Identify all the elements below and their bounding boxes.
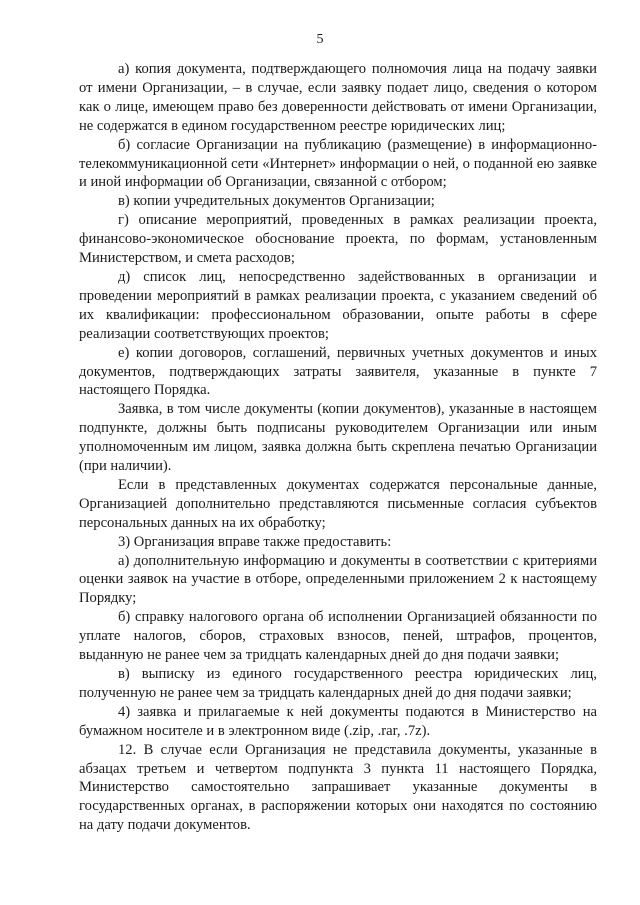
paragraph-d-persons-list: д) список лиц, непосредственно задействованных в организации и проведении мероприятий в рамках реализации проекта, с указанием сведений об их квалификации: профессиональном образовании, опыте работы в сфере реализации соответствующих проектов; [79, 268, 597, 342]
paragraph-a-authority-copy: а) копия документа, подтверждающего полномочия лица на подачу заявки от имени Организации, – в случае, если заявку подает лицо, сведения о котором как о лице, имеющем право без доверенности действовать от имени Организации, не содержатся в едином государственном реестре юридических лиц; [79, 61, 597, 134]
page-number: 5 [316, 32, 324, 47]
document-body [79, 60, 597, 835]
paragraph-4-submission-format: 4) заявка и прилагаемые к ней документы подаются в Министерство на бумажном носителе и в электронном виде (.zip, .rar, .7z). [79, 703, 597, 739]
paragraph-application-signature: Заявка, в том числе документы (копии документов), указанные в настоящем подпункте, должны быть подписаны руководителем Организации или иным уполномоченным им лицом, заявка должна быть скреплена печатью Организации (при наличии). [79, 401, 597, 475]
paragraph-personal-data: Если в представленных документах содержатся персональные данные, Организацией дополнительно представляются письменные согласия субъектов персональных данных на их обработку; [79, 476, 597, 531]
paragraph-3a-additional-info: а) дополнительную информацию и документы в соответствии с критериями оценки заявок на участие в отборе, определенными приложением 2 к настоящему Порядку; [79, 552, 597, 607]
paragraph-b-publication-consent: б) согласие Организации на публикацию (размещение) в информационно-телекоммуникационной сети «Интернет» информации о ней, о поданной ею заявке и иной информации об Организации, связанной с отбором; [79, 136, 597, 191]
paragraph-e-contracts-copies: е) копии договоров, соглашений, первичных учетных документов и иных документов, подтверждающих затраты заявителя, указанные в пункте 7 настоящего Порядка. [79, 344, 597, 399]
paragraph-g-event-description: г) описание мероприятий, проведенных в рамках реализации проекта, финансово-экономическое обоснование проекта, по формам, установленным Министерством, и смета расходов; [79, 212, 597, 267]
paragraph-3-optional-documents: 3) Организация вправе также предоставить: [118, 533, 392, 550]
paragraph-v-founding-documents: в) копии учредительных документов Организации; [118, 193, 435, 210]
paragraph-3b-tax-certificate: б) справку налогового органа об исполнении Организацией обязанности по уплате налогов, сборов, страховых взносов, пеней, штрафов, процентов, выданную не ранее чем за тридцать календарных дней до дня подачи заявки; [79, 609, 597, 664]
paragraph-12-missing-documents: 12. В случае если Организация не представила документы, указанные в абзацах третьем и четвертом подпункта 3 пункта 11 настоящего Порядка, Министерство самостоятельно запрашивает указанные документы в государственных органах, в распоряжении которых они находятся по состоянию на дату подачи документов. [79, 741, 597, 834]
paragraph-3v-registry-extract: в) выписку из единого государственного реестра юридических лиц, полученную не ранее чем за тридцать календарных дней до дня подачи заявки; [79, 666, 597, 701]
